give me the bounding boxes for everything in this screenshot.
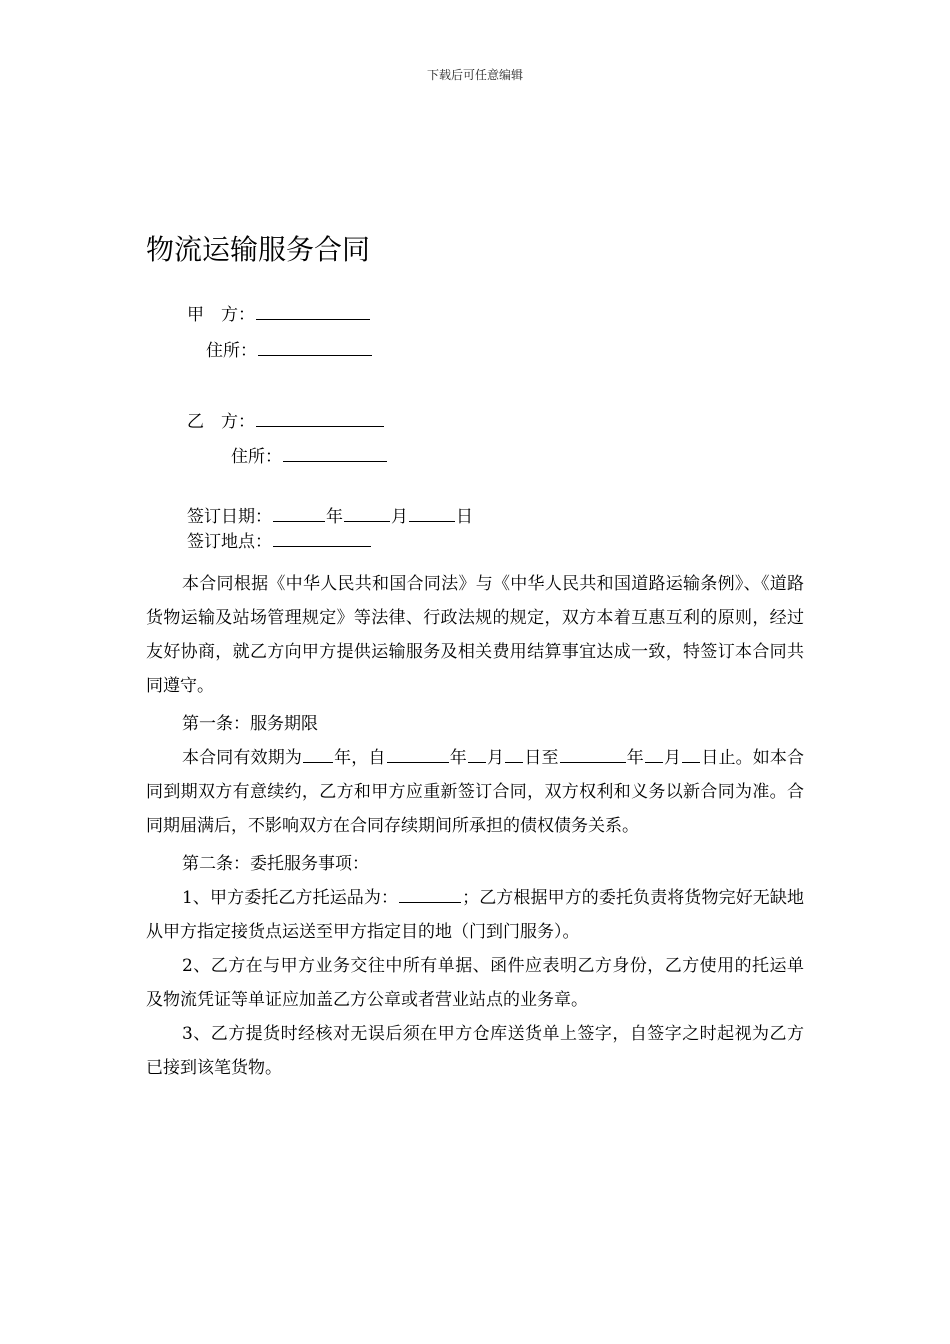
signing-place-label: 签订地点： xyxy=(187,532,272,552)
party-b-blank xyxy=(256,409,384,427)
party-b-address-blank xyxy=(283,444,387,462)
party-a-address-blank xyxy=(258,338,372,356)
article-2-item-3: 3、乙方提货时经核对无误后须在甲方仓库送货单上签字，自签字之时起视为乙方已接到该笔货物。 xyxy=(146,1024,804,1078)
party-b-label: 乙 方： xyxy=(187,412,255,432)
end-day-blank xyxy=(682,745,700,763)
signing-place-blank xyxy=(273,529,371,547)
article-1-text-3: 年 xyxy=(449,748,467,768)
article-2-item-1 xyxy=(146,881,804,949)
article-1-text-4: 月 xyxy=(486,748,505,768)
start-day-blank xyxy=(505,745,523,763)
document-title: 物流运输服务合同 xyxy=(146,233,371,266)
signing-year-label: 年 xyxy=(326,507,343,527)
end-month-blank xyxy=(645,745,663,763)
signing-date-label: 签订日期： xyxy=(187,507,272,527)
party-a-label: 甲 方： xyxy=(187,305,255,325)
signing-date-line xyxy=(187,502,473,527)
signing-place-line xyxy=(187,527,372,552)
party-b-line xyxy=(187,407,385,432)
contract-body xyxy=(146,567,804,1085)
end-year-blank xyxy=(560,745,626,763)
article-2-item-1-text-a: 1、甲方委托乙方托运品为： xyxy=(182,888,399,908)
party-a-blank xyxy=(256,302,370,320)
signing-day-blank xyxy=(409,504,455,522)
article-1-text-1: 本合同有效期为 xyxy=(182,748,302,768)
party-a-line xyxy=(187,300,371,325)
party-a-address-label: 住所： xyxy=(206,341,257,361)
article-2-item-1-text-b: ；乙方根据甲方的委托负责将货物完好无缺地从甲方指定接货点运送至甲方指定目的地（门到门服务）。 xyxy=(146,888,804,942)
goods-blank xyxy=(399,885,461,903)
article-2-item-2: 2、乙方在与甲方业务交往中所有单据、函件应表明乙方身份，乙方使用的托运单及物流凭证等单证应加盖乙方公章或者营业站点的业务章。 xyxy=(146,956,804,1010)
article-1-text-7: 月 xyxy=(663,748,682,768)
signing-month-blank xyxy=(344,504,390,522)
start-month-blank xyxy=(468,745,486,763)
start-year-blank xyxy=(387,745,449,763)
signing-month-label: 月 xyxy=(391,507,408,527)
signing-year-blank xyxy=(273,504,325,522)
article-1-text-5: 日至 xyxy=(524,748,559,768)
article-1-text-6: 年 xyxy=(626,748,644,768)
intro-paragraph: 本合同根据《中华人民共和国合同法》与《中华人民共和国道路运输条例》、《道路货物运输及站场管理规定》等法律、行政法规的规定，双方本着互惠互利的原则，经过友好协商，就乙方向甲方提供运输服务及相关费用结算事宜达成一致，特签订本合同共同遵守。 xyxy=(146,574,804,696)
header-note: 下载后可任意编辑 xyxy=(426,68,523,82)
article-2-heading: 第二条：委托服务事项： xyxy=(182,854,369,874)
article-1-paragraph xyxy=(146,741,804,843)
party-a-address-line xyxy=(206,336,373,361)
party-b-address-line xyxy=(231,442,388,467)
term-years-blank xyxy=(303,745,333,763)
signing-day-label: 日 xyxy=(456,507,473,527)
party-b-address-label: 住所： xyxy=(231,447,282,467)
article-1-text-2: 年，自 xyxy=(334,748,386,768)
article-1-heading: 第一条：服务期限 xyxy=(182,714,318,734)
article-1-text-8: 日止。如本合同到期双方有意续约，乙方和甲方应重新签订合同，双方权利和义务以新合同为准。合同期届满后，不影响双方在合同存续期间所承担的债权债务关系。 xyxy=(146,748,805,836)
